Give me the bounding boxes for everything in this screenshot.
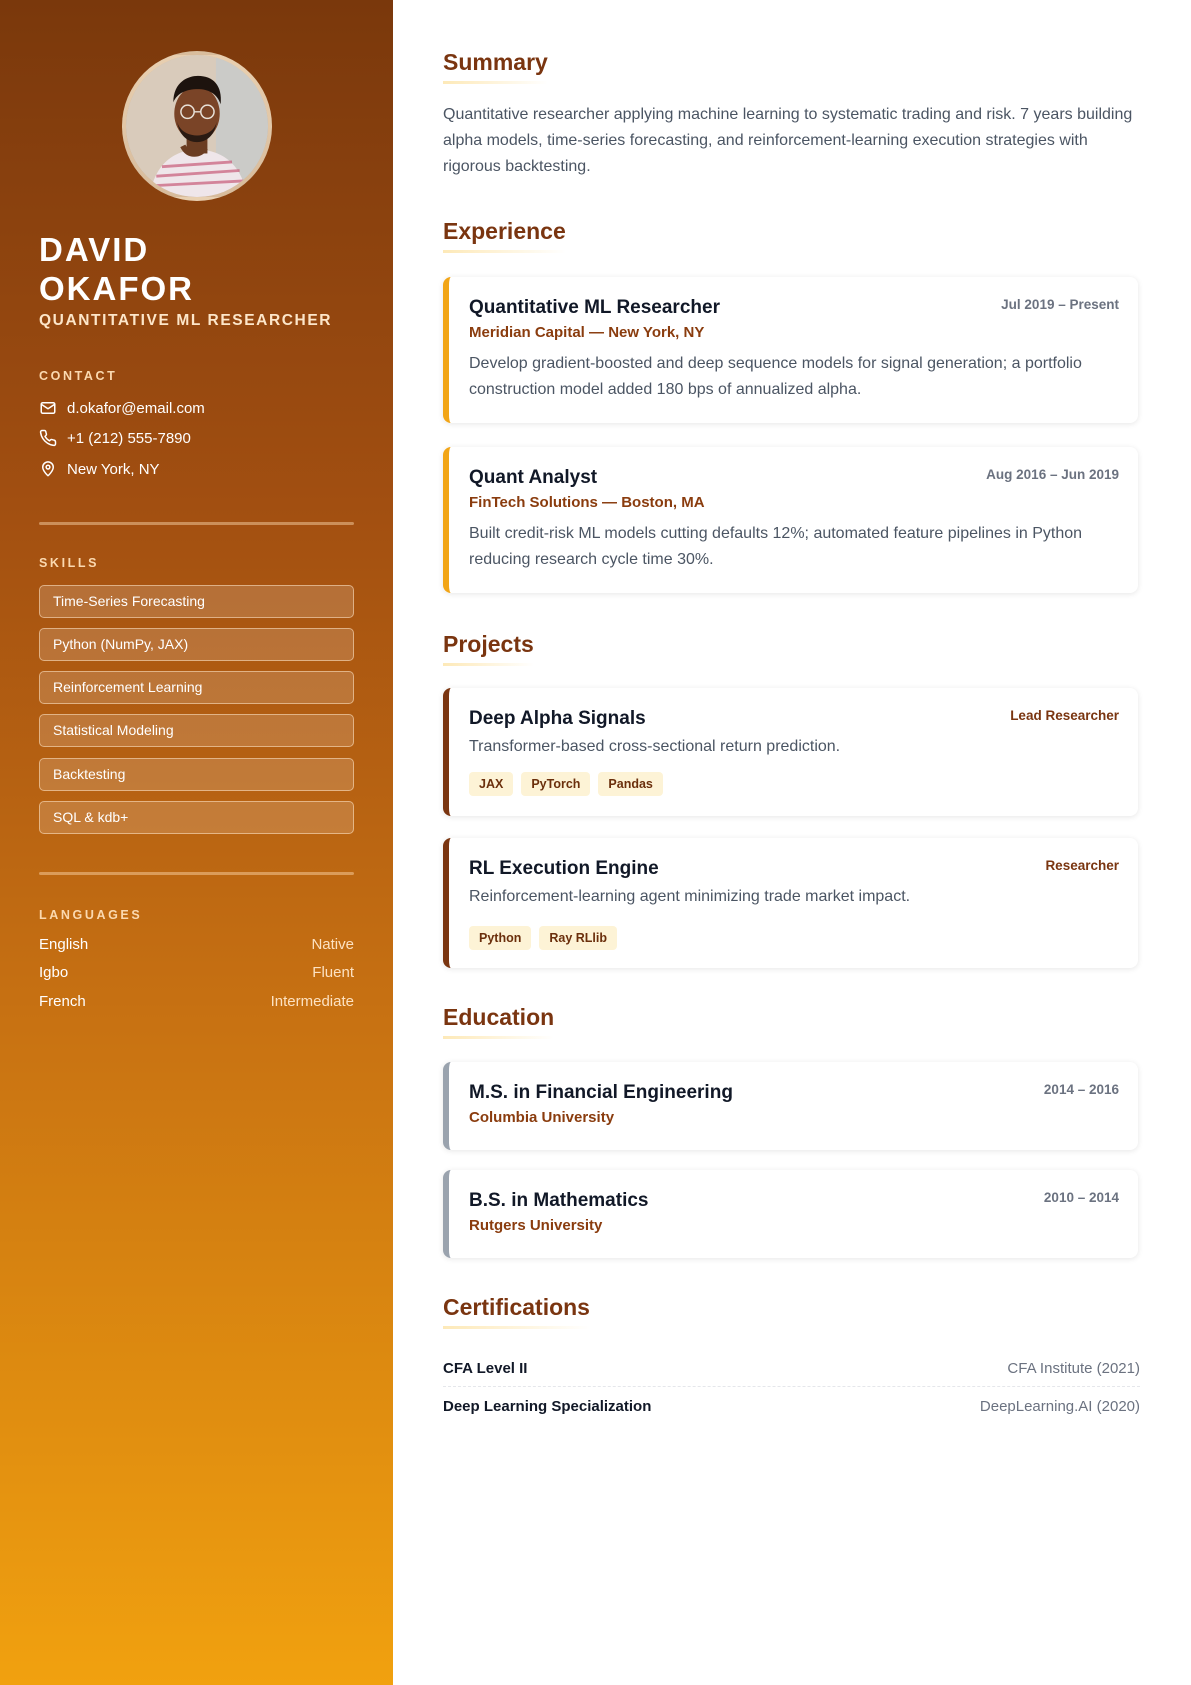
language-name: Igbo <box>39 964 69 981</box>
job-description: Develop gradient-boosted and deep sequence models for signal generation; a portfolio construction model added 180 bps of annualized alpha. <box>469 355 1082 398</box>
certification-name: CFA Level II <box>443 1360 528 1377</box>
education-heading: Education <box>443 1004 555 1030</box>
school-name: Columbia University <box>469 1109 615 1126</box>
sidebar-divider <box>39 872 354 875</box>
contact-email[interactable] <box>39 398 205 418</box>
certification-issuer: DeepLearning.AI (2020) <box>979 1398 1140 1415</box>
skill-pill: Statistical Modeling <box>39 714 354 747</box>
projects-heading: Projects <box>443 631 534 657</box>
contact-phone[interactable] <box>39 428 191 448</box>
mail-icon <box>39 399 57 417</box>
sidebar-divider <box>39 522 354 525</box>
phone-icon <box>39 429 57 447</box>
avatar-portrait <box>126 55 268 197</box>
language-name: French <box>39 993 86 1010</box>
map-pin-icon <box>39 460 57 478</box>
job-company: FinTech Solutions — Boston, MA <box>469 494 705 511</box>
job-title: Quantitative ML Researcher <box>469 297 720 318</box>
project-description: Transformer-based cross-sectional return prediction. <box>469 738 841 755</box>
certification-issuer: CFA Institute (2021) <box>1007 1360 1140 1377</box>
job-description: Built credit-risk ML models cutting defaults 12%; automated feature pipelines in Python reducing research cycle time 30%. <box>469 525 1083 568</box>
job-dates: Jul 2019 – Present <box>1001 297 1119 312</box>
tech-tag: Python <box>469 926 531 950</box>
language-level: Native <box>311 936 354 953</box>
languages-heading: LANGUAGES <box>39 908 143 922</box>
project-title: Deep Alpha Signals <box>469 708 646 729</box>
sidebar <box>0 0 393 1685</box>
summary-heading: Summary <box>443 49 548 75</box>
skills-heading: SKILLS <box>39 556 100 570</box>
contact-location-text: New York, NY <box>67 460 160 478</box>
skill-pill: SQL & kdb+ <box>39 801 354 834</box>
project-title: RL Execution Engine <box>469 858 659 879</box>
job-dates: Aug 2016 – Jun 2019 <box>986 467 1119 482</box>
education-card <box>443 1062 1138 1150</box>
certifications-heading: Certifications <box>443 1294 590 1320</box>
tech-tag: Pandas <box>598 772 662 796</box>
project-card <box>443 688 1138 816</box>
name-last: OKAFOR <box>39 270 194 307</box>
summary-text: Quantitative researcher applying machine learning to systematic trading and risk. 7 years building alpha models, time-series forecasting, and reinforcement-learning execution strategies with rigorous backtesting. <box>443 106 1133 175</box>
tech-tag: JAX <box>469 772 513 796</box>
skill-pill: Backtesting <box>39 758 354 791</box>
job-company: Meridian Capital — New York, NY <box>469 324 705 341</box>
project-role: Lead Researcher <box>1010 708 1119 723</box>
experience-heading: Experience <box>443 218 566 244</box>
job-title: Quant Analyst <box>469 467 598 488</box>
education-dates: 2010 – 2014 <box>1043 1190 1119 1205</box>
project-tags <box>469 772 663 796</box>
language-name: English <box>39 936 89 953</box>
contact-email-text: d.okafor@email.com <box>67 399 205 417</box>
degree-title: M.S. in Financial Engineering <box>469 1082 733 1103</box>
name-first: DAVID <box>39 231 150 268</box>
candidate-name <box>39 230 359 308</box>
certification-row <box>443 1360 1140 1387</box>
skill-pill: Time-Series Forecasting <box>39 585 354 618</box>
contact-phone-text: +1 (212) 555-7890 <box>67 429 191 447</box>
contact-location <box>39 459 160 479</box>
certification-name: Deep Learning Specialization <box>443 1398 652 1415</box>
skill-pill: Python (NumPy, JAX) <box>39 628 354 661</box>
tech-tag: Ray RLlib <box>539 926 617 950</box>
tech-tag: PyTorch <box>521 772 590 796</box>
experience-card <box>443 447 1138 593</box>
language-row <box>39 936 354 953</box>
certification-row <box>443 1398 1140 1424</box>
contact-heading: CONTACT <box>39 369 118 383</box>
degree-title: B.S. in Mathematics <box>469 1190 649 1211</box>
candidate-headline: QUANTITATIVE ML RESEARCHER <box>39 312 333 329</box>
school-name: Rutgers University <box>469 1217 603 1234</box>
language-level: Fluent <box>312 964 354 981</box>
avatar <box>122 51 272 201</box>
language-row <box>39 964 354 981</box>
project-tags <box>469 926 617 950</box>
project-description: Reinforcement-learning agent minimizing trade market impact. <box>469 888 911 905</box>
education-card <box>443 1170 1138 1258</box>
language-row <box>39 993 354 1010</box>
education-dates: 2014 – 2016 <box>1043 1082 1119 1097</box>
project-role: Researcher <box>1045 858 1119 873</box>
language-level: Intermediate <box>270 993 354 1010</box>
project-card <box>443 838 1138 968</box>
experience-card <box>443 277 1138 423</box>
skill-pill: Reinforcement Learning <box>39 671 354 704</box>
